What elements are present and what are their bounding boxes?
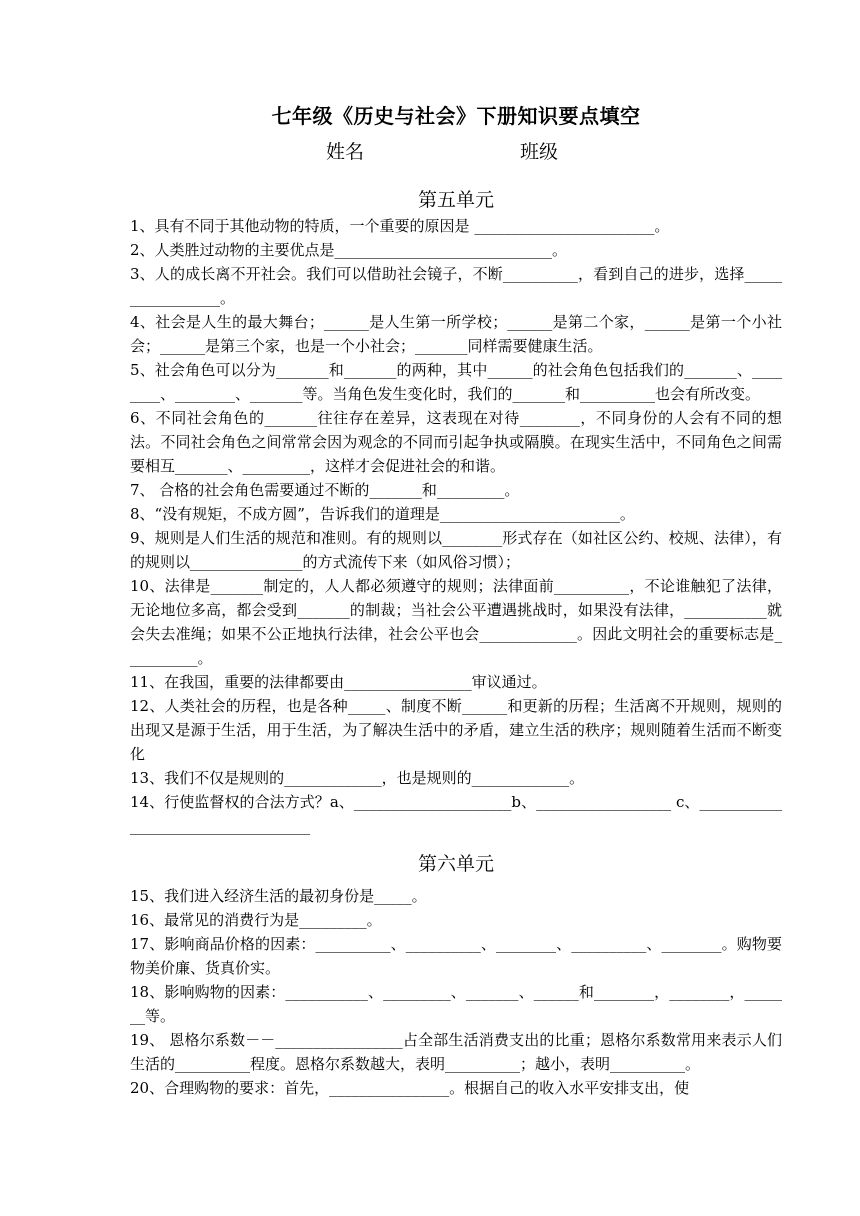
question-item: 12、人类社会的历程，也是各种_____、制度不断______和更新的历程；生活离不开规则，规则的出现又是源于生活，用于生活，为了解决生活中的矛盾，建立生活的秩序；规则随着生活而不断变化 xyxy=(130,697,782,763)
question-item: 4、社会是人生的最大舞台；______是人生第一所学校；______是第二个家，______是第一个小社会；______是第三个家，也是一个小社会；_______同样需要健康生活。 xyxy=(130,313,782,355)
name-class-row xyxy=(130,132,782,172)
unit6-item-list xyxy=(130,884,782,1100)
question-item: 18、影响购物的因素：___________、_________、_______、______和________，________，_______等。 xyxy=(130,983,782,1025)
name-label: 姓名 xyxy=(326,141,365,163)
question-item: 19、 恩格尔系数－－_________________占全部生活消费支出的比重；恩格尔系数常用来表示人们生活的__________程度。恩格尔系数越大，表明__________；越小，表明__________。 xyxy=(130,1031,782,1073)
question-item: 20、合理购物的要求：首先，________________。根据自己的收入水平安排支出，使 xyxy=(130,1079,690,1097)
worksheet-page xyxy=(130,100,782,1100)
unit5-heading: 第五单元 xyxy=(417,189,494,211)
question-item: 9、规则是人们生活的规范和准则。有的规则以________形式存在（如社区公约、校规、法律），有的规则以_______________的方式流传下来（如风俗习惯）； xyxy=(130,529,782,571)
question-item: 13、我们不仅是规则的_____________，也是规则的_____________。 xyxy=(130,769,585,787)
question-item: 17、影响商品价格的因素：__________、__________、________、__________、________。购物要物美价廉、货真价实。 xyxy=(130,935,782,977)
question-item: 5、社会角色可以分为_______和_______的两种，其中______的社会角色包括我们的_______、________、________、_______等。当角色发生变化时，我们的_______和__________也会有所改变。 xyxy=(130,361,782,403)
page-title: 七年级《历史与社会》下册知识要点填空 xyxy=(271,104,641,128)
question-item: 8、“没有规矩，不成方圆”，告诉我们的道理是________________________。 xyxy=(130,505,635,523)
question-item: 14、行使监督权的合法方式？a、_____________________b、__________________ c、___________________________________ xyxy=(130,793,782,835)
question-item: 6、不同社会角色的_______往往存在差异，这表现在对待________，不同身份的人会有不同的想法。不同社会角色之间常常会因为观念的不同而引起争执或隔膜。在现实生活中，不同角色之间需要相互_______、_________，这样才会促进社会的和谐。 xyxy=(130,409,782,475)
class-label: 班级 xyxy=(520,141,559,163)
question-item: 11、在我国，重要的法律都要由_________________审议通过。 xyxy=(130,673,547,691)
question-item: 16、最常见的消费行为是_________。 xyxy=(130,911,382,929)
question-item: 2、人类胜过动物的主要优点是_____________________________。 xyxy=(130,241,568,259)
question-item: 1、具有不同于其他动物的特质，一个重要的原因是 ________________________。 xyxy=(130,217,670,235)
question-item: 3、人的成长离不开社会。我们可以借助社会镜子，不断__________，看到自己的进步，选择_________________。 xyxy=(130,265,782,307)
question-item: 15、我们进入经济生活的最初身份是_____。 xyxy=(130,887,427,905)
question-item: 10、法律是_______制定的，人人都必须遵守的规则；法律面前__________，不论谁触犯了法律，无论地位多高，都会受到_______的制裁；当社会公平遭遇挑战时，如果没有法律，___________就会失去准绳；如果不公正地执行法律，社会公平也会_____________。因此文明社会的重要标志是__________。 xyxy=(130,577,782,667)
question-item: 7、 合格的社会角色需要通过不断的_______和_________。 xyxy=(130,481,520,499)
unit6-heading: 第六单元 xyxy=(417,853,494,875)
unit5-item-list xyxy=(130,214,782,838)
